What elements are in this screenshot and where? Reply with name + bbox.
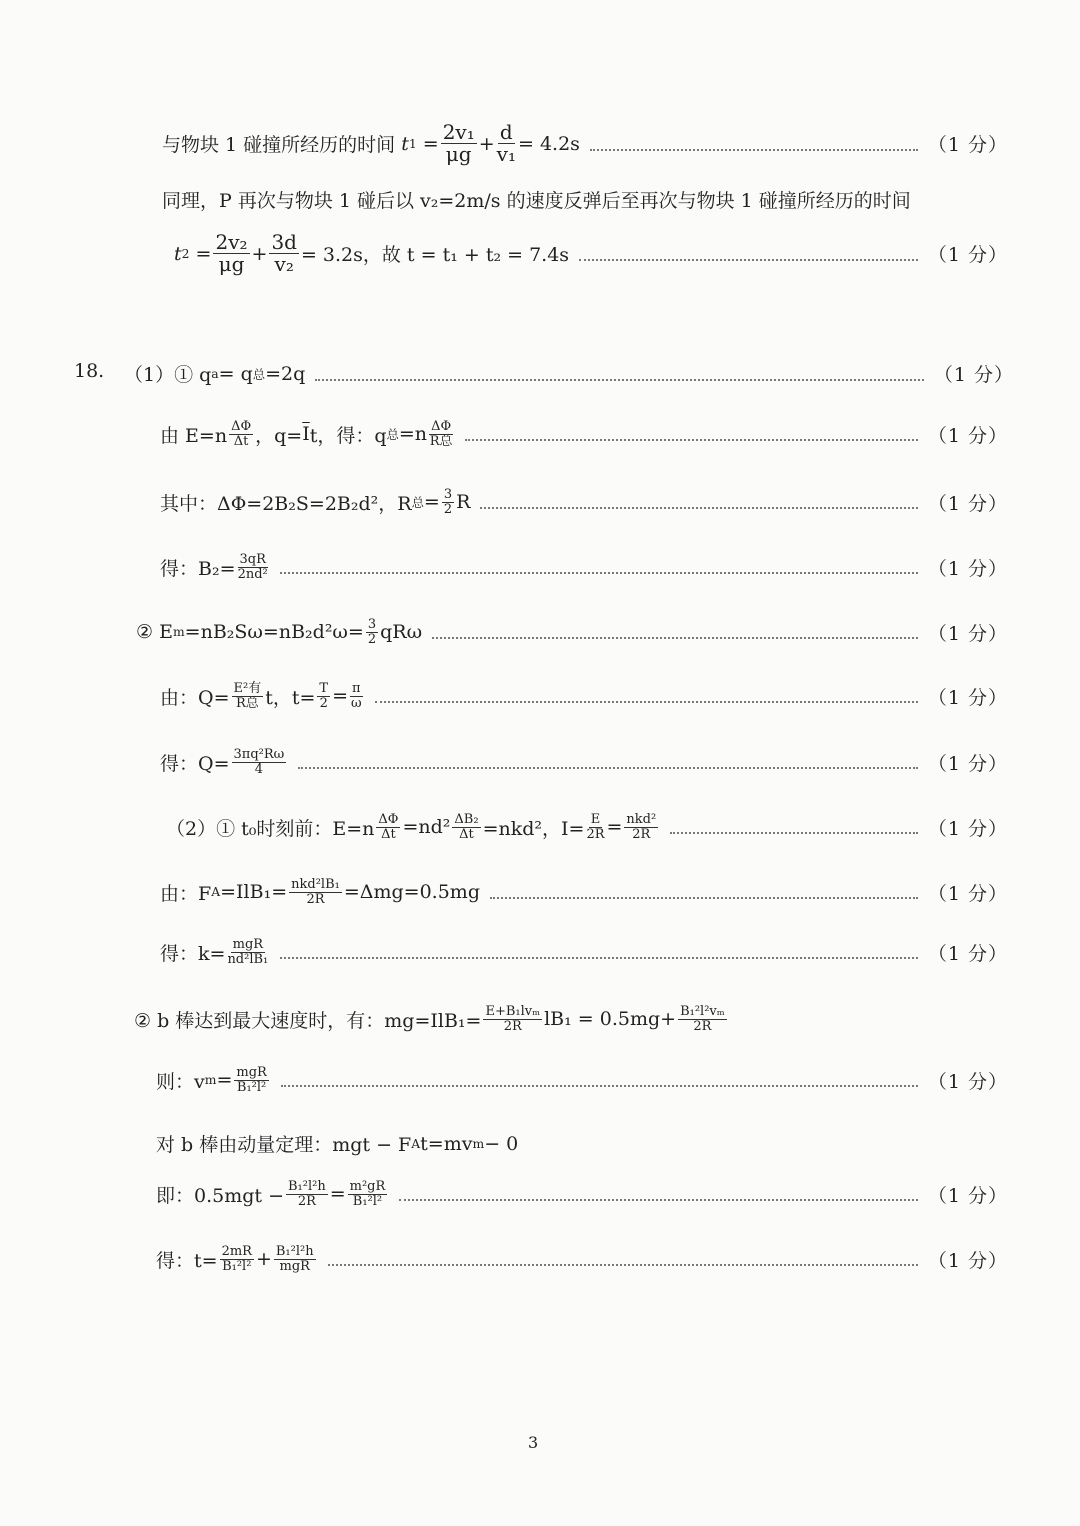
points-label: （1 分） [927,752,1008,775]
line-q18-6: 由：Q= $\frac{\text{E²有}}{\text{R总}}$ t，t= $\frac{T}{2}$ = $\frac{\pi}{\omega}$ （1 分） [160,681,1008,711]
fraction: $\frac{\pi}{\omega}$ [350,681,362,711]
dot-leader [399,1199,918,1201]
line-q18-8: （2）① t₀时刻前：E=n $\frac{\Delta\Phi}{\Delta t}$ =nd² $\frac{\text{ΔB₂}}{\Delta t}$ =nkd²，I= $\frac{E}{2R}$ = $\frac{\text{nkd²}}{2R}$ （1 分） [166,812,1008,842]
dot-leader [432,637,918,639]
fraction: $\frac{T}{2}$ [319,681,329,711]
line-rebound-text: 同理，P 再次与物块 1 碰后以 v₂=2m/s 的速度反弹后至再次与物块 1 碰撞所经历的时间 [162,190,911,212]
dot-leader [280,572,918,574]
fraction: $\frac{d}{\text{v₁}}$ [496,120,516,166]
points-label: （1 分） [927,686,1008,709]
dot-leader [490,897,918,899]
fraction: $\frac{\text{E+B₁lvₘ}}{2R}$ [485,1004,541,1034]
fraction: $\frac{\text{2v₁}}{\mu g}$ [442,120,475,166]
points-label: （1 分） [933,364,1014,386]
line-q18-15: 得：t= $\frac{2mR}{\text{B₁²l²}}$ + $\frac{\text{B₁²l²h}}{\text{mgR}}$ （1 分） [156,1244,1008,1274]
line-q18-11: ② b 棒达到最大速度时，有：mg=IlB₁= $\frac{\text{E+B₁lvₘ}}{2R}$ lB₁ = 0.5mg+ $\frac{\text{B₁²l²vₘ}}{2R}$ [134,1004,725,1034]
fraction: $\frac{\Delta\Phi}{\Delta t}$ [231,419,252,449]
fraction: $\frac{3qR}{\text{2nd²}}$ [237,552,268,582]
dot-leader [315,379,924,381]
question-number: 18. [74,360,105,382]
dot-leader [579,259,918,261]
fraction: $\frac{\Delta\Phi}{\Delta t}$ [378,812,399,842]
fraction: $\frac{\text{mgR}}{\text{nd²lB₁}}$ [227,937,269,967]
fraction: $\frac{\text{nkd²lB₁}}{2R}$ [291,877,340,907]
points-label: （1 分） [927,492,1008,515]
fraction: $\frac{\text{3πq²Rω}}{4}$ [233,747,285,777]
points-label: （1 分） [927,557,1008,580]
result-text: = 3.2s，故 t = t₁ + t₂ = 7.4s [300,244,570,266]
dot-leader [670,832,918,834]
line-q18-5: ② E m =nB₂Sω=nB₂d²ω= $\frac{3}{2}$ qRω （1 分） [136,617,1008,647]
line-q18-1: （1）① q a = q 总 =2q （1 分） [124,360,1014,387]
line-q18-13: 对 b 棒由动量定理：mgt − F A t=mv m − 0 [156,1132,519,1156]
dot-leader [480,507,917,509]
fraction: $\frac{3}{2}$ [443,487,453,517]
fraction: $\frac{\text{B₁²l²h}}{2R}$ [288,1179,326,1209]
line-q18-14: 即：0.5mgt − $\frac{\text{B₁²l²h}}{2R}$ = $\frac{\text{m²gR}}{\text{B₁²l²}}$ （1 分） [156,1179,1008,1209]
fraction: $\frac{\text{2v₂}}{\mu g}$ [215,230,248,276]
points-label: （1 分） [927,424,1008,447]
points-label: （1 分） [927,622,1008,645]
dot-leader [281,1085,918,1087]
line-q18-12: 则：v m = $\frac{\text{mgR}}{\text{B₁²l²}}$ （1 分） [156,1065,1008,1095]
line-q18-10: 得：k= $\frac{\text{mgR}}{\text{nd²lB₁}}$ （1 分） [160,937,1008,967]
fraction: $\frac{\text{mgR}}{\text{B₁²l²}}$ [236,1065,267,1095]
line-collision-time-1: 与物块 1 碰撞所经历的时间 t 1 = $\frac{\text{2v₁}}{\mu g}$ + $\frac{d}{\text{v₁}}$ = 4.2s （1 分） [162,120,1008,166]
points-label: （1 分） [927,1249,1008,1272]
fraction: $\frac{\text{B₁²l²h}}{\text{mgR}}$ [275,1244,314,1274]
points-label: （1 分） [927,244,1008,266]
dot-leader [465,439,918,441]
fraction: $\frac{3d}{\text{v₂}}$ [271,230,297,276]
fraction: $\frac{\text{E²有}}{\text{R总}}$ [233,681,262,711]
dot-leader [590,149,918,151]
points-label: （1 分） [927,1070,1008,1093]
points-label: （1 分） [927,1184,1008,1207]
fraction: $\frac{E}{2R}$ [586,812,605,842]
dot-leader [298,767,918,769]
fraction: $\frac{\text{B₁²l²vₘ}}{2R}$ [680,1004,725,1034]
page-number: 3 [528,1433,539,1452]
points-label: （1 分） [927,134,1008,156]
line-q18-9: 由：F A =IlB₁= $\frac{\text{nkd²lB₁}}{2R}$ =Δmg=0.5mg （1 分） [160,877,1008,907]
points-label: （1 分） [927,817,1008,840]
line-collision-time-2: t 2 = $\frac{\text{2v₂}}{\mu g}$ + $\frac{3d}{\text{v₂}}$ = 3.2s，故 t = t₁ + t₂ = 7.4s （1 分） [174,230,1008,276]
line-q18-4: 得：B₂= $\frac{3qR}{\text{2nd²}}$ （1 分） [160,552,1008,582]
fraction: $\frac{2mR}{\text{B₁²l²}}$ [221,1244,252,1274]
dot-leader [375,701,918,703]
line-q18-2: 由 E=n $\frac{\Delta\Phi}{\Delta t}$ ，q= $\overline{I}$ t，得：q 总 =n $\frac{\Delta\Phi}{\text{R总}}$ （1 分） [160,419,1008,449]
fraction: $\frac{\text{ΔB₂}}{\Delta t}$ [454,812,479,842]
line-text: 与物块 1 碰撞所经历的时间 [162,134,396,156]
fraction: $\frac{\text{m²gR}}{\text{B₁²l²}}$ [349,1179,386,1209]
fraction: $\frac{\text{nkd²}}{2R}$ [626,812,657,842]
points-label: （1 分） [927,882,1008,905]
fraction: $\frac{\Delta\Phi}{\text{R总}}$ [429,419,453,449]
result-text: = 4.2s [517,132,580,155]
fraction: $\frac{3}{2}$ [367,617,377,647]
line-q18-3: 其中：ΔΦ=2B₂S=2B₂d²，R 总 = $\frac{3}{2}$ R （1 分） [160,487,1008,517]
dot-leader [280,957,918,959]
line-q18-7: 得：Q= $\frac{\text{3πq²Rω}}{4}$ （1 分） [160,747,1008,777]
dot-leader [328,1264,918,1266]
points-label: （1 分） [927,942,1008,965]
